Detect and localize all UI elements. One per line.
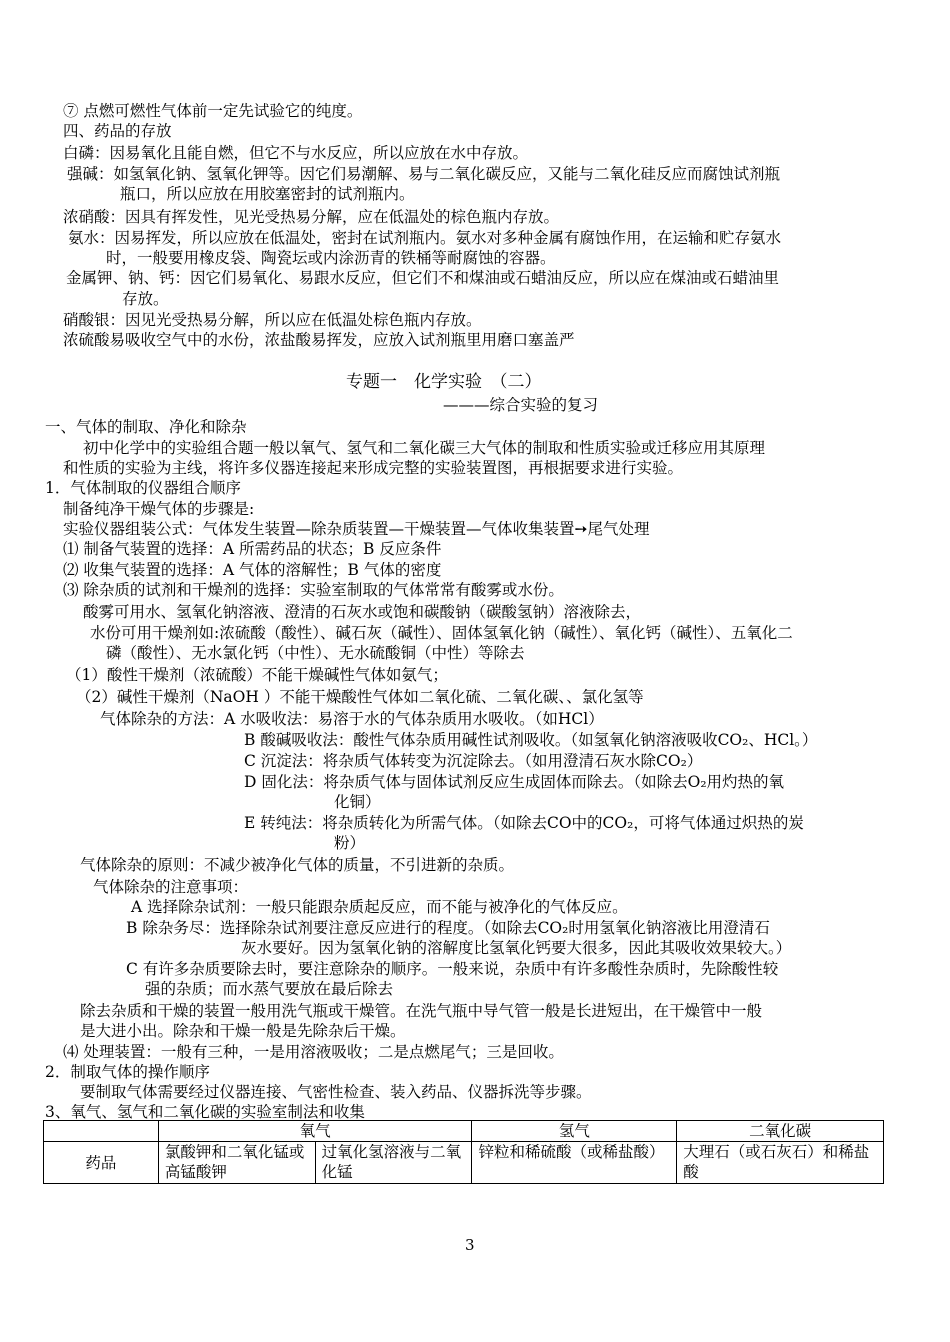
text-line: 水份可用干燥剂如:浓硫酸（酸性）、碱石灰（碱性）、固体氢氧化钠（碱性）、氧化钙（碱性）、五氧化二 xyxy=(90,624,793,642)
text-line: ⑷ 处理装置：一般有三种，一是用溶液吸收；二是点燃尾气；三是回收。 xyxy=(63,1043,564,1061)
text-line: B 酸碱吸收法：酸性气体杂质用碱性试剂吸收。（如氢氧化钠溶液吸收CO₂、HCl。） xyxy=(244,731,818,749)
table-row-label: 药品 xyxy=(44,1142,159,1184)
text-line: ⑦ 点燃可燃性气体前一定先试验它的纯度。 xyxy=(63,102,363,120)
text-line: 实验仪器组装公式：气体发生装置—除杂质装置—干燥装置—气体收集装置➙尾气处理 xyxy=(63,520,650,538)
text-line: 制备纯净干燥气体的步骤是: xyxy=(63,500,255,518)
table-header-row xyxy=(44,1121,884,1142)
text-line: 初中化学中的实验组合题一般以氧气、氢气和二氧化碳三大气体的制取和性质实验或迁移应用其原理 xyxy=(83,439,766,457)
subsection-heading: 2．制取气体的操作顺序 xyxy=(45,1063,210,1081)
text-line: ⑴ 制备气装置的选择：A 所需药品的状态；B 反应条件 xyxy=(63,540,442,558)
text-line: C 有许多杂质要除去时，要注意除杂的顺序。一般来说，杂质中有许多酸性杂质时，先除酸性较 xyxy=(126,960,779,978)
text-line: E 转纯法：将杂质转化为所需气体。（如除去CO中的CO₂，可将气体通过炽热的炭 xyxy=(244,814,804,832)
page-subtitle: ———综合实验的复习 xyxy=(443,396,599,414)
table-header-cell: 二氧化碳 xyxy=(677,1121,884,1142)
text-line: 强碱：如氢氧化钠、氢氧化钾等。因它们易潮解、易与二氧化碳反应，又能与二氧化硅反应而腐蚀试剂瓶 xyxy=(67,165,781,183)
subsection-heading: 3、氧气、氢气和二氧化碳的实验室制法和收集 xyxy=(45,1103,365,1121)
table-row xyxy=(44,1142,884,1184)
table-header-cell: 氢气 xyxy=(472,1121,677,1142)
text-line: 气体除杂的方法：A 水吸收法：易溶于水的气体杂质用水吸收。（如HCl） xyxy=(100,710,604,728)
text-line: 灰水要好。因为氢氧化钠的溶解度比氢氧化钙要大很多，因此其吸收效果较大。） xyxy=(241,939,792,957)
text-line: 酸雾可用水、氢氧化钠溶液、澄清的石灰水或饱和碳酸钠（碳酸氢钠）溶液除去， xyxy=(83,603,642,621)
text-line: 化铜） xyxy=(334,793,381,811)
subsection-heading: 1．气体制取的仪器组合顺序 xyxy=(45,479,241,497)
text-line: 浓硫酸易吸收空气中的水份，浓盐酸易挥发，应放入试剂瓶里用磨口塞盖严 xyxy=(63,331,575,349)
text-line: 浓硝酸：因具有挥发性，见光受热易分解，应在低温处的棕色瓶内存放。 xyxy=(63,208,560,226)
text-line: （1）酸性干燥剂（浓硫酸）不能干燥碱性气体如氨气； xyxy=(66,666,448,684)
text-line: 是大进小出。除杂和干燥一般是先除杂后干燥。 xyxy=(80,1022,406,1040)
text-line: D 固化法：将杂质气体与固体试剂反应生成固体而除去。（如除去O₂用灼热的氧 xyxy=(244,773,785,791)
gas-preparation-table xyxy=(43,1120,884,1184)
table-cell: 大理石（或石灰石）和稀盐酸 xyxy=(677,1142,884,1184)
table-header-cell xyxy=(44,1121,159,1142)
section-heading: 四、药品的存放 xyxy=(63,122,172,140)
section-heading: 一、气体的制取、净化和除杂 xyxy=(45,418,247,436)
text-line: ⑶ 除杂质的试剂和干燥剂的选择：实验室制取的气体常常有酸雾或水份。 xyxy=(63,581,564,599)
text-line: A 选择除杂试剂：一般只能跟杂质起反应，而不能与被净化的气体反应。 xyxy=(131,898,628,916)
table-cell: 锌粒和稀硫酸（或稀盐酸） xyxy=(472,1142,677,1184)
text-line: 硝酸银：因见光受热易分解，所以应在低温处棕色瓶内存放。 xyxy=(63,311,482,329)
table-cell: 过氧化氢溶液与二氧化锰 xyxy=(315,1142,472,1184)
text-line: 存放。 xyxy=(122,290,169,308)
text-line: B 除杂务尽：选择除杂试剂要注意反应进行的程度。（如除去CO₂时用氢氧化钠溶液比用澄清石 xyxy=(126,919,770,937)
text-line: 和性质的实验为主线，将许多仪器连接起来形成完整的实验装置图，再根据要求进行实验。 xyxy=(63,459,684,477)
text-line: 白磷：因易氧化且能自燃，但它不与水反应，所以应放在水中存放。 xyxy=(63,144,529,162)
text-line: 磷（酸性）、无水氯化钙（中性）、无水硫酸铜（中性）等除去 xyxy=(106,644,525,662)
text-line: 气体除杂的注意事项： xyxy=(93,878,249,896)
text-line: 强的杂质；而水蒸气要放在最后除去 xyxy=(145,980,394,998)
text-line: 时，一般要用橡皮袋、陶瓷坛或内涂沥青的铁桶等耐腐蚀的容器。 xyxy=(106,249,556,267)
text-line: C 沉淀法：将杂质气体转变为沉淀除去。（如用澄清石灰水除CO₂） xyxy=(244,752,703,770)
text-line: 瓶口，所以应放在用胶塞密封的试剂瓶内。 xyxy=(120,185,415,203)
text-line: 金属钾、钠、钙：因它们易氧化、易跟水反应，但它们不和煤油或石蜡油反应，所以应在煤油或石蜡油里 xyxy=(66,269,780,287)
table-header-cell: 氧气 xyxy=(158,1121,472,1142)
text-line: 氨水：因易挥发，所以应放在低温处，密封在试剂瓶内。氨水对多种金属有腐蚀作用，在运输和贮存氨水 xyxy=(68,229,782,247)
page-title: 专题一 化学实验 （二） xyxy=(346,372,542,392)
text-line: 除去杂质和干燥的装置一般用洗气瓶或干燥管。在洗气瓶中导气管一般是长进短出，在干燥管中一般 xyxy=(80,1002,763,1020)
text-line: ⑵ 收集气装置的选择：A 气体的溶解性；B 气体的密度 xyxy=(63,561,442,579)
text-line: （2）碱性干燥剂（NaOH ）不能干燥酸性气体如二氧化硫、二氧化碳、、氯化氢等 xyxy=(76,688,644,706)
page-number: 3 xyxy=(465,1236,475,1254)
text-line: 粉） xyxy=(334,834,366,852)
text-line: 要制取气体需要经过仪器连接、气密性检查、装入药品、仪器拆洗等步骤。 xyxy=(80,1083,592,1101)
table-cell: 氯酸钾和二氧化锰或高锰酸钾 xyxy=(158,1142,315,1184)
text-line: 气体除杂的原则：不减少被净化气体的质量，不引进新的杂质。 xyxy=(80,856,515,874)
